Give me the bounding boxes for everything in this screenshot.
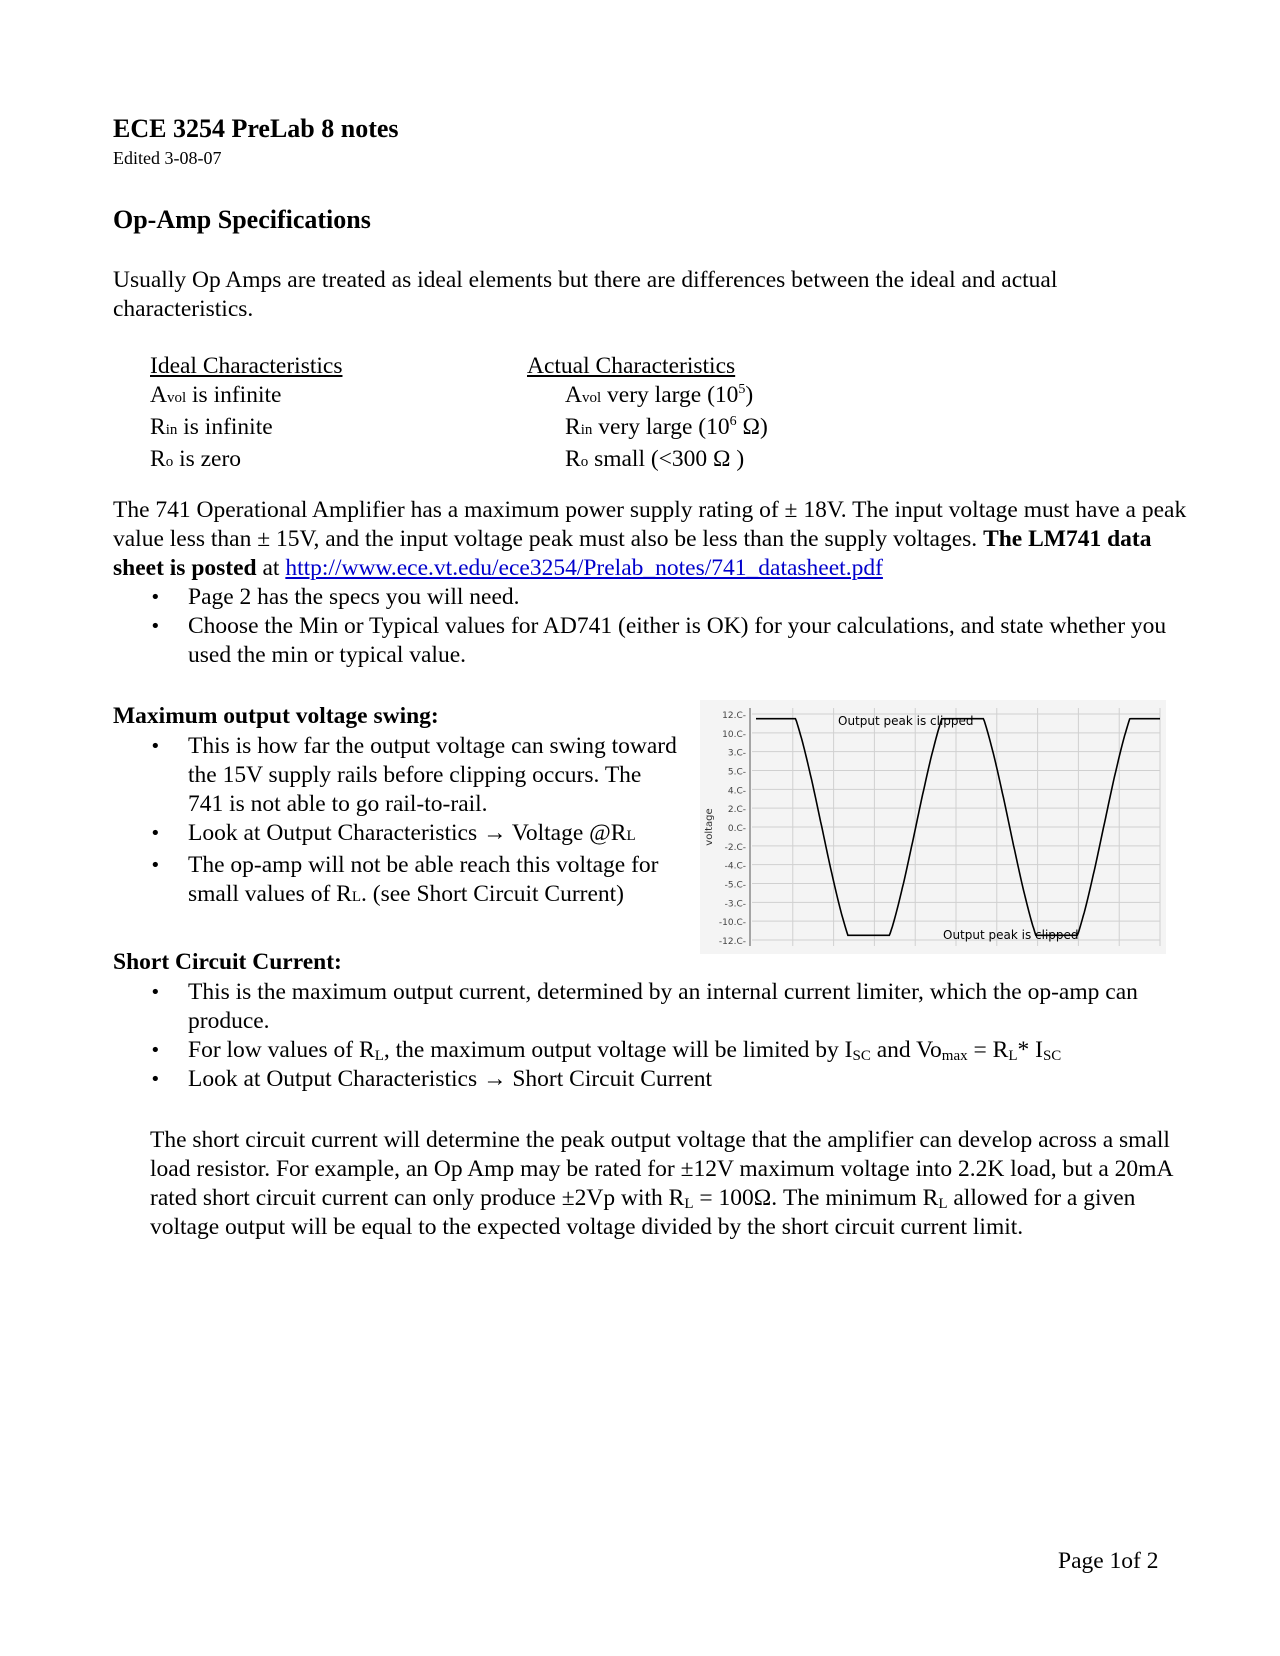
y-tick-label: -2.C- bbox=[724, 842, 746, 853]
actual-characteristics bbox=[527, 352, 768, 477]
symbol: R bbox=[565, 414, 581, 440]
y-tick-label: 12.C- bbox=[722, 711, 746, 721]
ideal-text: is infinite bbox=[177, 414, 273, 440]
subscript: max bbox=[941, 1048, 968, 1064]
bullet-text: Look at Output Characteristics → Voltage @R bbox=[188, 820, 627, 846]
y-tick-label: -10.C- bbox=[718, 918, 746, 929]
subscript: L bbox=[684, 1196, 694, 1212]
op741-paragraph bbox=[113, 496, 1193, 583]
bullet-text: and Vo bbox=[870, 1037, 942, 1063]
bullet-text: , the maximum output voltage will be limited by I bbox=[383, 1037, 853, 1063]
subscript: L bbox=[351, 889, 361, 905]
symbol: R bbox=[565, 446, 581, 472]
subscript: L bbox=[1008, 1048, 1018, 1064]
subscript: L bbox=[626, 828, 636, 844]
list-item: • This is how far the output voltage can swing toward the 15V supply rails before clipping occurs. The 741 is not able to go rail-to-rail. bbox=[113, 732, 678, 819]
list-item: • Page 2 has the specs you will need. bbox=[113, 583, 1193, 612]
bullet-text: = R bbox=[967, 1037, 1009, 1063]
actual-row bbox=[527, 413, 768, 445]
list-item bbox=[113, 1036, 1193, 1065]
at-text: at bbox=[256, 555, 286, 581]
edited-date: Edited 3-08-07 bbox=[113, 148, 222, 168]
swing-heading: Maximum output voltage swing: bbox=[113, 703, 439, 729]
bullet-text: For low values of R bbox=[188, 1037, 375, 1063]
datasheet-link[interactable]: http://www.ece.vt.edu/ece3254/Prelab_notes/741_datasheet.pdf bbox=[285, 555, 883, 581]
y-axis-label: voltage bbox=[704, 808, 715, 846]
ideal-row bbox=[150, 381, 342, 413]
symbol-sub: in bbox=[580, 422, 593, 438]
actual-text-end: ) bbox=[745, 382, 754, 408]
actual-text: very large (10 bbox=[601, 382, 739, 408]
page-number: Page 1of 2 bbox=[1058, 1548, 1159, 1574]
clip-annotation-bottom: Output peak is clipped bbox=[943, 928, 1079, 942]
symbol: A bbox=[150, 382, 167, 408]
actual-text: very large (10 bbox=[592, 414, 730, 440]
symbol-sub: o bbox=[165, 454, 174, 470]
list-item: • Look at Output Characteristics → Short Circuit Current bbox=[113, 1065, 1193, 1094]
datasheet-note: The LM741 data sheet is posted bbox=[113, 526, 1152, 581]
ideal-text: is infinite bbox=[186, 382, 282, 408]
op741-text: The 741 Operational Amplifier has a maximum power supply rating of ± 18V. The input voltage must have a peak value less than ± 15V, and the input voltage peak must also be less than the supply voltages. bbox=[113, 497, 1187, 552]
subscript: SC bbox=[852, 1048, 871, 1064]
ideal-row bbox=[150, 413, 342, 445]
exponent: 5 bbox=[738, 382, 746, 398]
y-tick-label: 0.C- bbox=[727, 824, 746, 834]
symbol-sub: vol bbox=[581, 390, 602, 406]
y-tick-label: -5.C- bbox=[724, 880, 746, 891]
section-title: Op-Amp Specifications bbox=[113, 205, 371, 234]
closing-paragraph bbox=[150, 1126, 1180, 1242]
scc-bullets bbox=[113, 978, 1193, 1094]
y-tick-label: -4.C- bbox=[724, 861, 746, 872]
ideal-row bbox=[150, 445, 342, 477]
symbol: A bbox=[565, 382, 582, 408]
closing-text: The short circuit current will determine the peak output voltage that the amplifier can develop across a small load resistor. For example, an Op Amp may be rated for ±12V maximum voltage into 2.2K load, but a 20mA rated short circuit current can only produce ±2Vp with R bbox=[150, 1127, 1173, 1211]
symbol-sub: in bbox=[165, 422, 178, 438]
ideal-heading: Ideal Characteristics bbox=[150, 353, 343, 379]
swing-bullets bbox=[113, 732, 678, 912]
ideal-characteristics bbox=[150, 352, 342, 477]
bullet-text: The op-amp will not be able reach this voltage for small values of R bbox=[188, 852, 659, 907]
actual-heading: Actual Characteristics bbox=[527, 353, 736, 379]
actual-text-end: Ω) bbox=[736, 414, 768, 440]
y-tick-label: -12.C- bbox=[718, 937, 746, 947]
y-tick-label: 4.C- bbox=[727, 786, 746, 797]
subscript: L bbox=[374, 1048, 384, 1064]
bullet-text: * I bbox=[1017, 1037, 1043, 1063]
symbol-sub: vol bbox=[166, 390, 187, 406]
ideal-text: is zero bbox=[173, 446, 242, 472]
subscript: L bbox=[938, 1196, 948, 1212]
clip-annotation-top: Output peak is clipped bbox=[838, 714, 974, 728]
actual-row bbox=[527, 381, 768, 413]
list-item bbox=[113, 851, 678, 912]
y-tick-label: 5.C- bbox=[727, 767, 746, 778]
actual-row bbox=[527, 445, 768, 477]
y-tick-label: 3.C- bbox=[727, 748, 746, 759]
y-tick-label: 10.C- bbox=[722, 729, 746, 740]
list-item: • Choose the Min or Typical values for AD741 (either is OK) for your calculations, and state whether you used the min or typical value. bbox=[113, 612, 1193, 670]
bullet-text-end: . (see Short Circuit Current) bbox=[361, 881, 625, 907]
y-tick-label: -3.C- bbox=[724, 899, 746, 910]
closing-text: allowed for a given voltage output will be equal to the expected voltage divided by the short circuit current limit. bbox=[150, 1185, 1136, 1240]
scc-heading: Short Circuit Current: bbox=[113, 949, 342, 975]
subscript: SC bbox=[1042, 1048, 1062, 1064]
symbol: R bbox=[150, 414, 166, 440]
intro-paragraph: Usually Op Amps are treated as ideal elements but there are differences between the ideal and actual characteristics. bbox=[113, 267, 1058, 322]
symbol-sub: o bbox=[580, 454, 589, 470]
y-tick-label: 2.C- bbox=[727, 805, 746, 816]
document-title: ECE 3254 PreLab 8 notes bbox=[113, 114, 399, 143]
list-item bbox=[113, 819, 678, 851]
actual-text: small (<300 Ω ) bbox=[588, 446, 745, 472]
symbol: R bbox=[150, 446, 166, 472]
datasheet-bullets bbox=[113, 583, 1193, 670]
list-item: • This is the maximum output current, determined by an internal current limiter, which the op-amp can produce. bbox=[113, 978, 1193, 1036]
exponent: 6 bbox=[729, 414, 737, 430]
clipping-waveform-chart bbox=[700, 700, 1166, 954]
closing-text: = 100Ω. The minimum R bbox=[693, 1185, 939, 1211]
